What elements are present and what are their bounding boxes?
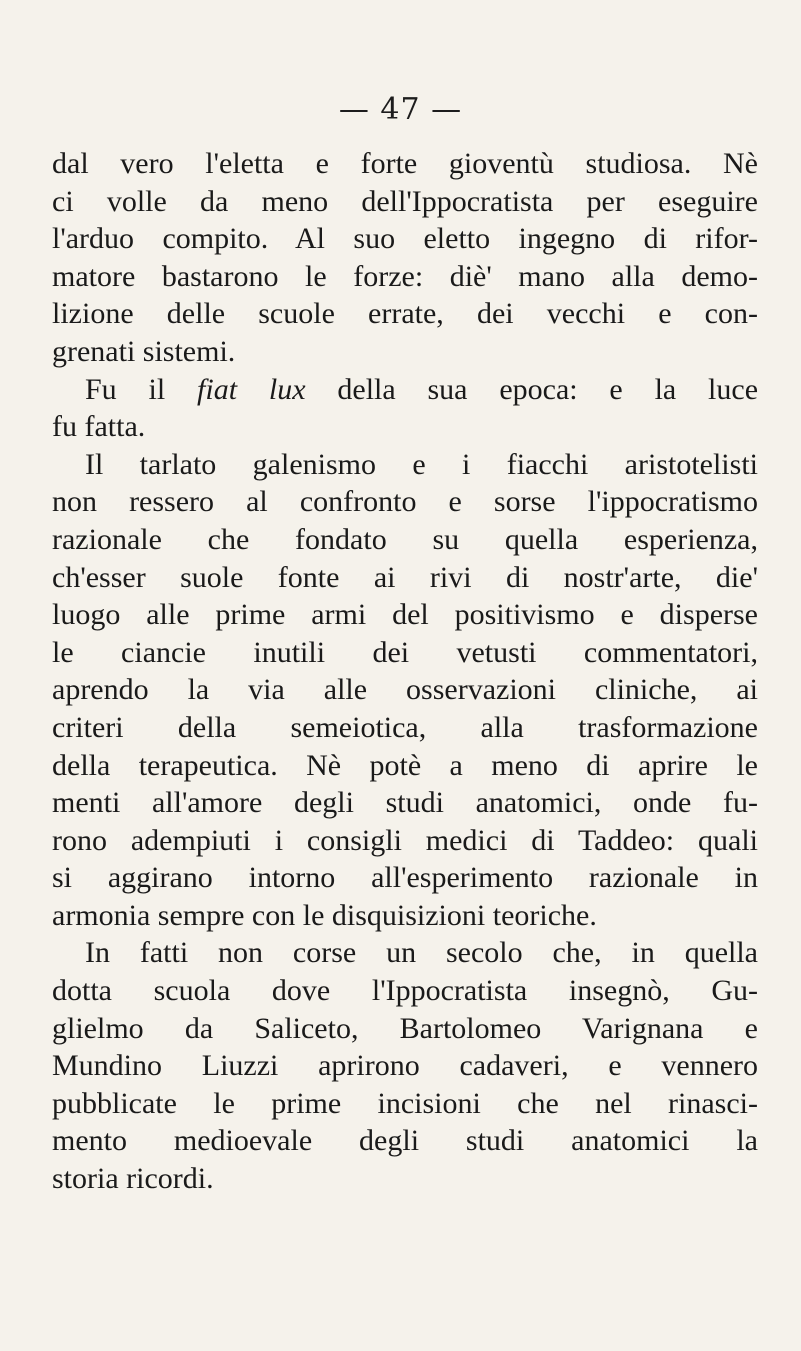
text-line: aprendo la via alle osservazioni cliniche, ai — [52, 673, 758, 707]
text-line: della terapeutica. Nè potè a meno di aprire le — [52, 748, 758, 782]
text-line: ch'esser suole fonte ai rivi di nostr'arte, die' — [52, 560, 758, 594]
text-line: si aggirano intorno all'esperimento razionale in — [52, 861, 758, 895]
page-number: — 47 — — [338, 92, 463, 127]
text-line: rono adempiuti i consigli medici di Taddeo: quali — [52, 823, 758, 857]
text-line: menti all'amore degli studi anatomici, onde fu- — [52, 786, 758, 820]
text-line: criteri della semeiotica, alla trasformazione — [52, 710, 758, 744]
text-line: ci volle da meno dell'Ippocratista per eseguire — [52, 184, 758, 218]
text-line: le ciancie inutili dei vetusti commentatori, — [52, 635, 758, 669]
text-line: razionale che fondato su quella esperienza, — [52, 522, 758, 556]
text-line: dotta scuola dove l'Ippocratista insegnò, Gu- — [52, 974, 758, 1008]
italic-phrase: fiat lux — [197, 372, 306, 406]
text-line: Il tarlato galenismo e i fiacchi aristotelisti — [85, 447, 758, 481]
text-segment: Fu il — [85, 372, 166, 406]
text-segment: della sua epoca: e la luce — [337, 372, 759, 406]
text-line: fu fatta. — [52, 410, 146, 444]
text-line: lizione delle scuole errate, dei vecchi e con- — [52, 297, 758, 331]
text-line: storia ricordi. — [52, 1162, 214, 1196]
text-line: matore bastarono le forze: diè' mano alla demo- — [52, 259, 758, 293]
text-line: In fatti non corse un secolo che, in quella — [85, 936, 758, 970]
text-line: l'arduo compito. Al suo eletto ingegno di rifor- — [52, 222, 758, 256]
text-line: Mundino Liuzzi aprirono cadaveri, e vennero — [52, 1049, 758, 1083]
text-line-with-italic — [52, 371, 758, 409]
text-line: grenati sistemi. — [52, 334, 236, 368]
text-line: glielmo da Saliceto, Bartolomeo Varignana e — [52, 1011, 758, 1045]
text-line: dal vero l'eletta e forte gioventù studiosa. Nè — [52, 147, 758, 180]
text-line: non ressero al confronto e sorse l'ippocratismo — [52, 485, 758, 519]
text-line: pubblicate le prime incisioni che nel rinasci- — [52, 1086, 758, 1120]
text-line: luogo alle prime armi del positivismo e disperse — [52, 598, 758, 632]
text-line: armonia sempre con le disquisizioni teoriche. — [52, 898, 597, 932]
text-line: mento medioevale degli studi anatomici la — [52, 1124, 758, 1158]
body-text — [52, 145, 758, 1198]
